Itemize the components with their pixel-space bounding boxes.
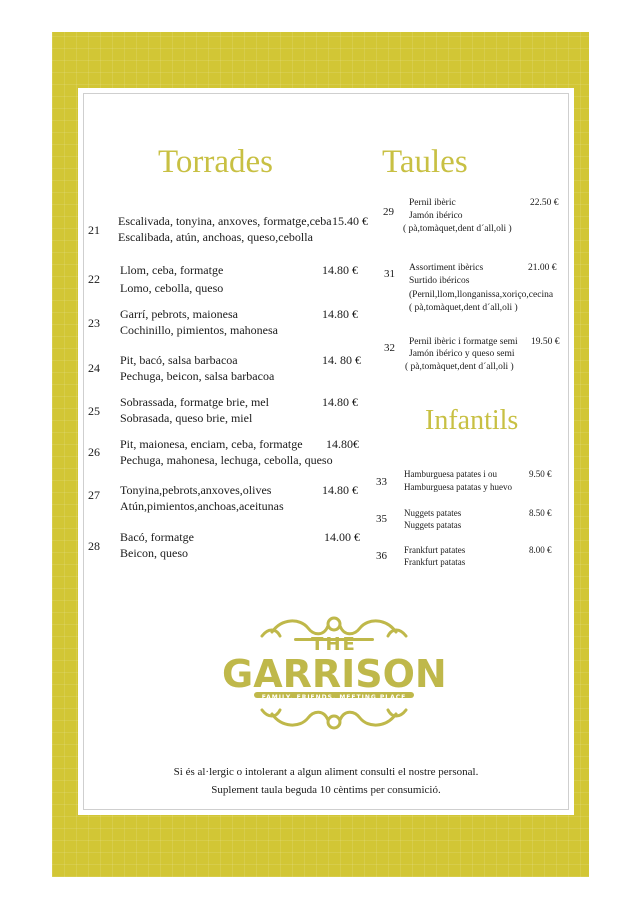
- item-name-catalan: Garrí, pebrots, maionesa: [120, 307, 238, 321]
- item-name-catalan: Tonyina,pebrots,anxoves,olives: [120, 483, 272, 497]
- item-price: 14.80€: [326, 437, 359, 451]
- item-name-spanish: Escalibada, atún, anchoas, queso,cebolla: [118, 230, 313, 244]
- item-number: 22: [88, 272, 100, 286]
- item-price: 14.80 €: [322, 483, 358, 497]
- item-name-catalan: Pit, bacó, salsa barbacoa: [120, 353, 238, 367]
- item-price: 14. 80 €: [322, 353, 361, 367]
- item-name-spanish: Beicon, queso: [120, 546, 188, 560]
- item-number: 27: [88, 488, 100, 502]
- item-name-catalan: Nuggets patates: [404, 508, 462, 518]
- item-line: (Pernil,llom,llonganissa,xoriço,cecina: [409, 290, 554, 300]
- item-name-spanish: Sobrasada, queso brie, miel: [120, 411, 253, 425]
- item-name-spanish: Pechuga, mahonesa, lechuga, cebolla, queso: [120, 453, 333, 467]
- item-price: 14.00 €: [324, 530, 360, 544]
- item-name-spanish: Atún,pimientos,anchoas,aceitunas: [120, 499, 284, 513]
- item-price: 14.80 €: [322, 395, 358, 409]
- item-price: 8.00 €: [529, 545, 552, 555]
- item-number: 31: [384, 268, 395, 280]
- item-number: 25: [88, 404, 100, 418]
- item-line: Pernil ibèric: [409, 198, 456, 208]
- item-line: Assortiment ibèrics: [409, 263, 484, 273]
- item-number: 29: [383, 206, 394, 218]
- section-title-taules: Taules: [382, 144, 468, 180]
- item-name-spanish: Pechuga, beicon, salsa barbacoa: [120, 369, 275, 383]
- item-number: 23: [88, 316, 100, 330]
- item-price: 9.50 €: [529, 469, 552, 479]
- item-number: 21: [88, 223, 100, 237]
- logo-garrison: GARRISON: [222, 652, 447, 696]
- item-name-spanish: Lomo, cebolla, queso: [120, 281, 224, 295]
- item-line: Jamón ibérico: [409, 211, 463, 221]
- item-line: ( pà,tomàquet,dent d´all,oli ): [405, 362, 514, 372]
- item-name-spanish: Frankfurt patatas: [404, 557, 466, 567]
- item-number: 26: [88, 445, 100, 459]
- item-name-catalan: Llom, ceba, formatge: [120, 263, 224, 277]
- item-line: Surtido ibéricos: [409, 276, 470, 286]
- item-price: 14.80 €: [322, 263, 358, 277]
- allergy-notice: Si és al·lergic o intolerant a algun aliment consulti el nostre personal.: [173, 766, 479, 778]
- item-line: Jamón ibérico y queso semi: [409, 349, 515, 359]
- item-price: 21.00 €: [528, 263, 557, 273]
- item-number: 35: [376, 513, 387, 525]
- item-name-catalan: Pit, maionesa, enciam, ceba, formatge: [120, 437, 303, 451]
- table-supplement-notice: Suplement taula beguda 10 cèntims per consumició.: [211, 784, 441, 796]
- item-name-catalan: Escalivada, tonyina, anxoves, formatge,ceba: [118, 214, 332, 228]
- section-title-torrades: Torrades: [158, 144, 273, 180]
- item-number: 33: [376, 476, 387, 488]
- item-price: 15.40 €: [332, 214, 368, 228]
- section-title-infantils: Infantils: [425, 405, 519, 436]
- item-number: 32: [384, 342, 395, 354]
- item-number: 28: [88, 539, 100, 553]
- item-price: 14.80 €: [322, 307, 358, 321]
- item-name-spanish: Hamburguesa patatas y huevo: [404, 482, 513, 492]
- item-number: 36: [376, 550, 387, 562]
- garrison-logo: [222, 610, 446, 738]
- item-number: 24: [88, 361, 100, 375]
- item-name-catalan: Frankfurt patates: [404, 545, 466, 555]
- item-line: ( pà,tomàquet,dent d´all,oli ): [409, 303, 518, 313]
- item-price: 8.50 €: [529, 508, 552, 518]
- item-price: 19.50 €: [531, 337, 560, 347]
- item-name-spanish: Nuggets patatas: [404, 520, 462, 530]
- logo-the: THE: [311, 634, 357, 655]
- item-name-catalan: Hamburguesa patates i ou: [404, 469, 498, 479]
- item-name-spanish: Cochinillo, pimientos, mahonesa: [120, 323, 278, 337]
- item-line: Pernil ibèric i formatge semi: [409, 337, 518, 347]
- item-line: ( pà,tomàquet,dent d´all,oli ): [403, 224, 512, 234]
- item-price: 22.50 €: [530, 198, 559, 208]
- item-name-catalan: Bacó, formatge: [120, 530, 194, 544]
- item-name-catalan: Sobrassada, formatge brie, mel: [120, 395, 269, 409]
- logo-tagline: FAMILY, FRIENDS, MEETING PLACE: [261, 694, 407, 701]
